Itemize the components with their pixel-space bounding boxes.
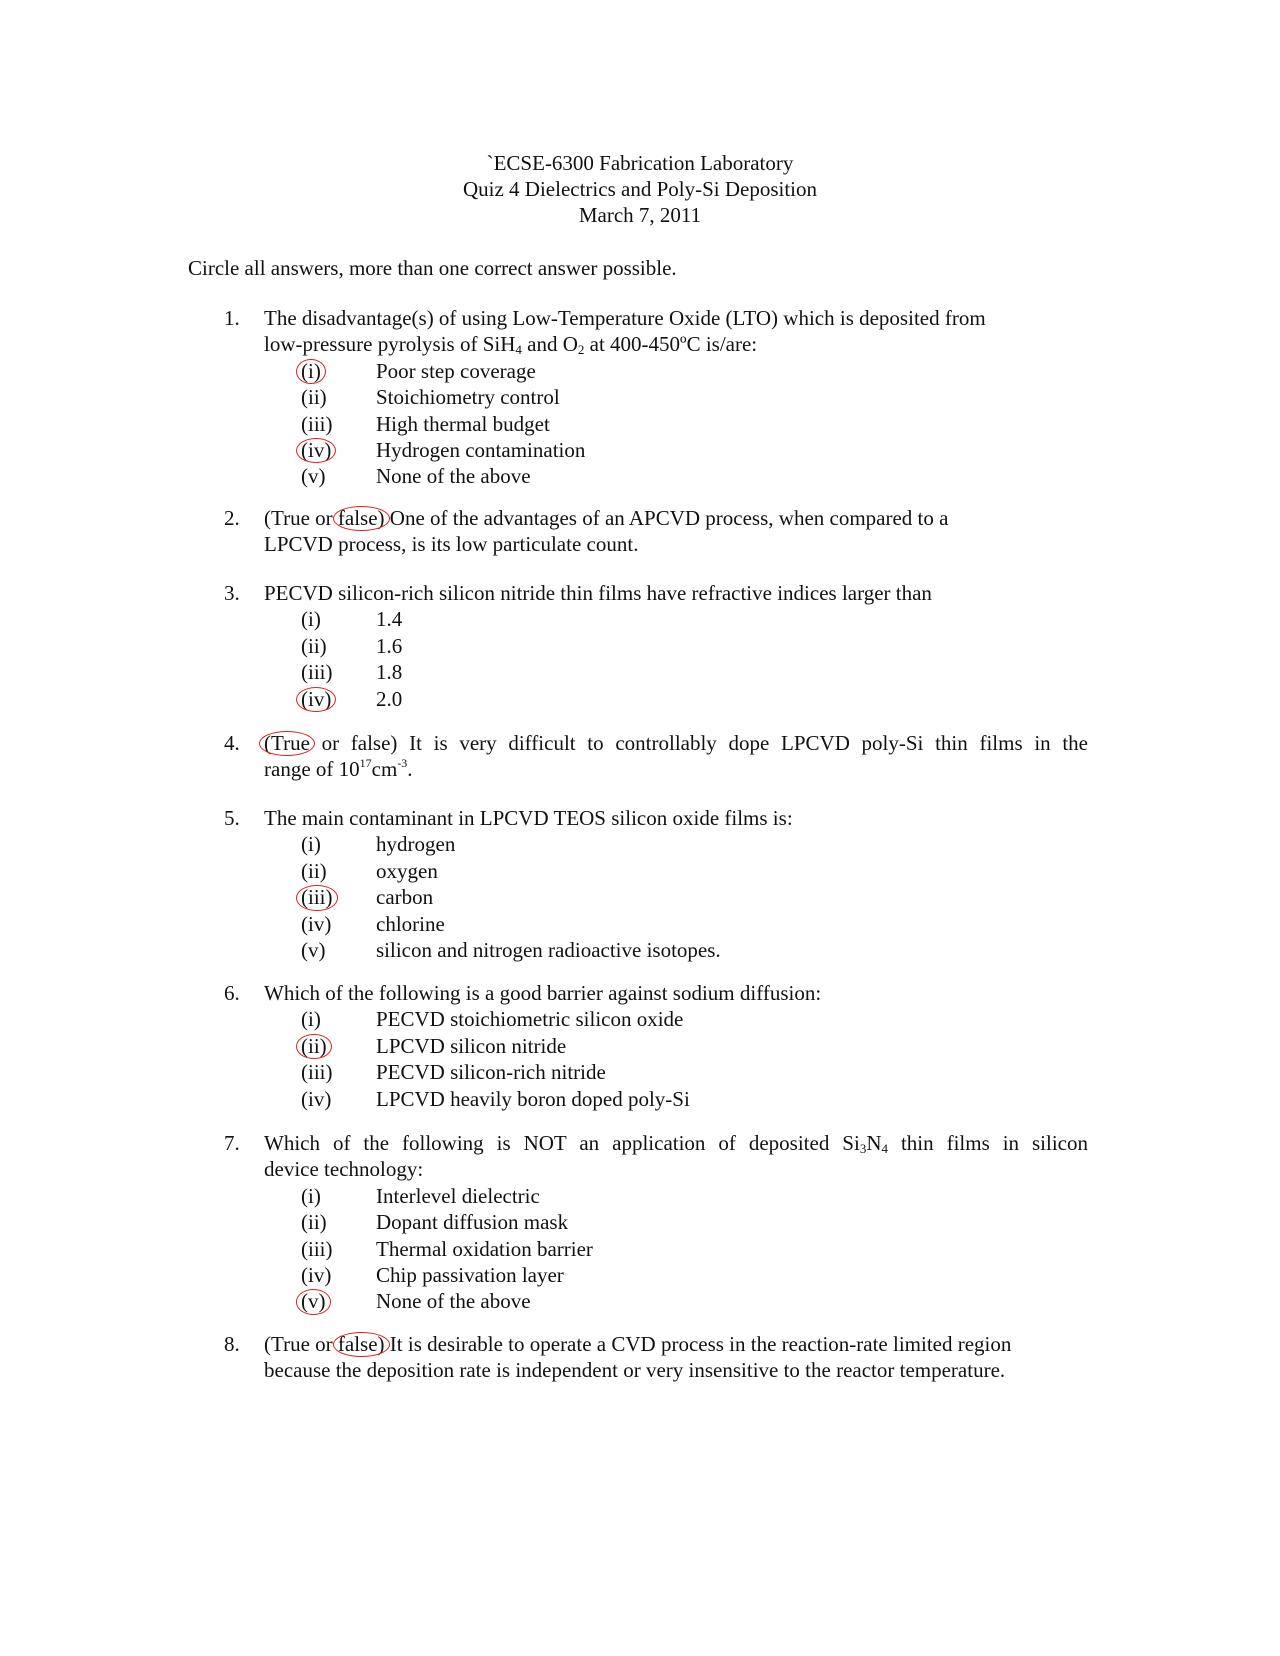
option-label-circled[interactable]: (i) <box>301 358 321 383</box>
question-text: The disadvantage(s) of using Low-Temperature Oxide (LTO) which is deposited from <box>264 306 986 330</box>
option-text: Interlevel dielectric <box>376 1183 540 1208</box>
option-text: 1.6 <box>376 633 403 658</box>
option-label[interactable]: (ii) <box>301 633 327 658</box>
quiz-date: March 7, 2011 <box>578 203 702 227</box>
question-text-cont: range of $10^{17}cm^{-3}$. <box>264 756 413 782</box>
question-text: PECVD silicon-rich silicon nitride thin films have refractive indices larger than <box>264 581 932 605</box>
option-label[interactable]: (iii) <box>301 1236 333 1261</box>
option-text: carbon <box>376 885 434 910</box>
option-text: None of the above <box>376 464 531 489</box>
option-text: 1.4 <box>376 607 403 632</box>
option-row[interactable] <box>0 411 1280 437</box>
question-text: (True or false) It is desirable to operate a CVD process in the reaction-rate limited region <box>264 1332 1012 1356</box>
option-row[interactable] <box>0 686 1280 712</box>
option-row[interactable] <box>0 1183 1280 1209</box>
option-text: Chip passivation layer <box>376 1262 564 1287</box>
option-row[interactable] <box>0 858 1280 884</box>
option-text: oxygen <box>376 858 438 883</box>
question-number: 6. <box>224 981 240 1005</box>
option-label[interactable]: (iii) <box>301 660 333 685</box>
option-row[interactable] <box>0 437 1280 463</box>
option-row[interactable] <box>0 911 1280 937</box>
option-label[interactable]: (v) <box>301 464 326 489</box>
option-label[interactable]: (iii) <box>301 1060 333 1085</box>
question-number: 8. <box>224 1332 240 1356</box>
option-text: Hydrogen contamination <box>376 437 586 462</box>
question-text-cont: LPCVD process, is its low particulate count. <box>264 532 639 557</box>
instruction-text: Circle all answers, more than one correct answer possible. <box>188 256 677 280</box>
option-row[interactable] <box>0 1209 1280 1235</box>
question-number: 3. <box>224 581 240 605</box>
question-text: Which of the following is a good barrier against sodium diffusion: <box>264 981 822 1005</box>
option-text: PECVD stoichiometric silicon oxide <box>376 1007 684 1032</box>
question-number: 7. <box>224 1131 240 1155</box>
question-number: 4. <box>224 731 240 755</box>
option-label[interactable]: (i) <box>301 832 321 857</box>
option-row[interactable] <box>0 633 1280 659</box>
option-row[interactable] <box>0 1288 1280 1314</box>
option-row[interactable] <box>0 884 1280 910</box>
option-row[interactable] <box>0 1059 1280 1085</box>
option-label[interactable]: (v) <box>301 937 326 962</box>
question-1 <box>0 305 1280 490</box>
question-2 <box>0 505 1280 558</box>
option-text: chlorine <box>376 911 445 936</box>
question-text: (True or false) It is very difficult to controllably dope LPCVD poly-Si thin films in the <box>264 731 1088 755</box>
answer-circled[interactable]: false) <box>337 506 385 530</box>
option-row[interactable] <box>0 1086 1280 1112</box>
option-label[interactable]: (i) <box>301 1183 321 1208</box>
question-text: The main contaminant in LPCVD TEOS silicon oxide films is: <box>264 806 793 830</box>
option-label[interactable]: (iv) <box>301 1262 332 1287</box>
option-row[interactable] <box>0 1033 1280 1059</box>
question-6 <box>0 980 1280 1112</box>
option-label-circled[interactable]: (iv) <box>301 686 332 711</box>
option-label[interactable]: (iv) <box>301 1086 332 1111</box>
option-row[interactable] <box>0 831 1280 857</box>
option-label-circled[interactable]: (v) <box>301 1289 326 1314</box>
answer-circled[interactable]: (True <box>264 731 310 755</box>
quiz-title: Quiz 4 Dielectrics and Poly-Si Deposition <box>462 177 818 201</box>
question-number: 5. <box>224 806 240 830</box>
option-row[interactable] <box>0 937 1280 963</box>
option-row[interactable] <box>0 606 1280 632</box>
question-text-cont: low-pressure pyrolysis of SiH$_4$ and $O_2$ at 400-450ºC is/are: <box>264 332 758 358</box>
question-5 <box>0 805 1280 963</box>
document-header <box>0 150 1280 228</box>
option-label[interactable]: (iii) <box>301 411 333 436</box>
course-title: `ECSE-6300 Fabrication Laboratory <box>486 151 794 175</box>
option-text: Thermal oxidation barrier <box>376 1236 593 1261</box>
option-row[interactable] <box>0 358 1280 384</box>
option-label-circled[interactable]: (iii) <box>301 885 333 910</box>
option-text: LPCVD silicon nitride <box>376 1033 567 1058</box>
question-3 <box>0 580 1280 712</box>
option-row[interactable] <box>0 1006 1280 1032</box>
option-text: 1.8 <box>376 660 403 685</box>
option-row[interactable] <box>0 463 1280 489</box>
option-text: High thermal budget <box>376 411 550 436</box>
option-label[interactable]: (ii) <box>301 858 327 883</box>
question-text-cont: because the deposition rate is independent or very insensitive to the reactor temperature. <box>264 1358 1006 1383</box>
option-label[interactable]: (i) <box>301 1007 321 1032</box>
option-text: None of the above <box>376 1289 531 1314</box>
option-label-circled[interactable]: (ii) <box>301 1033 327 1058</box>
option-text: PECVD silicon-rich nitride <box>376 1060 606 1085</box>
option-label[interactable]: (ii) <box>301 385 327 410</box>
option-text: Stoichiometry control <box>376 385 560 410</box>
answer-circled[interactable]: false) <box>337 1332 385 1356</box>
option-label-circled[interactable]: (iv) <box>301 437 332 462</box>
option-text: hydrogen <box>376 832 456 857</box>
question-7 <box>0 1130 1280 1315</box>
question-8 <box>0 1331 1280 1384</box>
option-row[interactable] <box>0 1236 1280 1262</box>
question-text: (True or false) One of the advantages of an APCVD process, when compared to a <box>264 506 949 530</box>
option-row[interactable] <box>0 384 1280 410</box>
question-text-cont: device technology: <box>264 1157 424 1182</box>
option-text: silicon and nitrogen radioactive isotopes. <box>376 937 721 962</box>
option-label[interactable]: (iv) <box>301 911 332 936</box>
option-row[interactable] <box>0 1262 1280 1288</box>
option-label[interactable]: (ii) <box>301 1210 327 1235</box>
option-text: LPCVD heavily boron doped poly-Si <box>376 1086 690 1111</box>
option-text: Dopant diffusion mask <box>376 1210 569 1235</box>
question-4 <box>0 730 1280 783</box>
option-text: 2.0 <box>376 686 403 711</box>
question-number: 2. <box>224 506 240 530</box>
option-row[interactable] <box>0 659 1280 685</box>
question-number: 1. <box>224 306 240 330</box>
option-text: Poor step coverage <box>376 358 536 383</box>
option-label[interactable]: (i) <box>301 607 321 632</box>
question-text: Which of the following is NOT an application of deposited $Si_3N_4$ thin films in silicon <box>264 1131 1089 1156</box>
